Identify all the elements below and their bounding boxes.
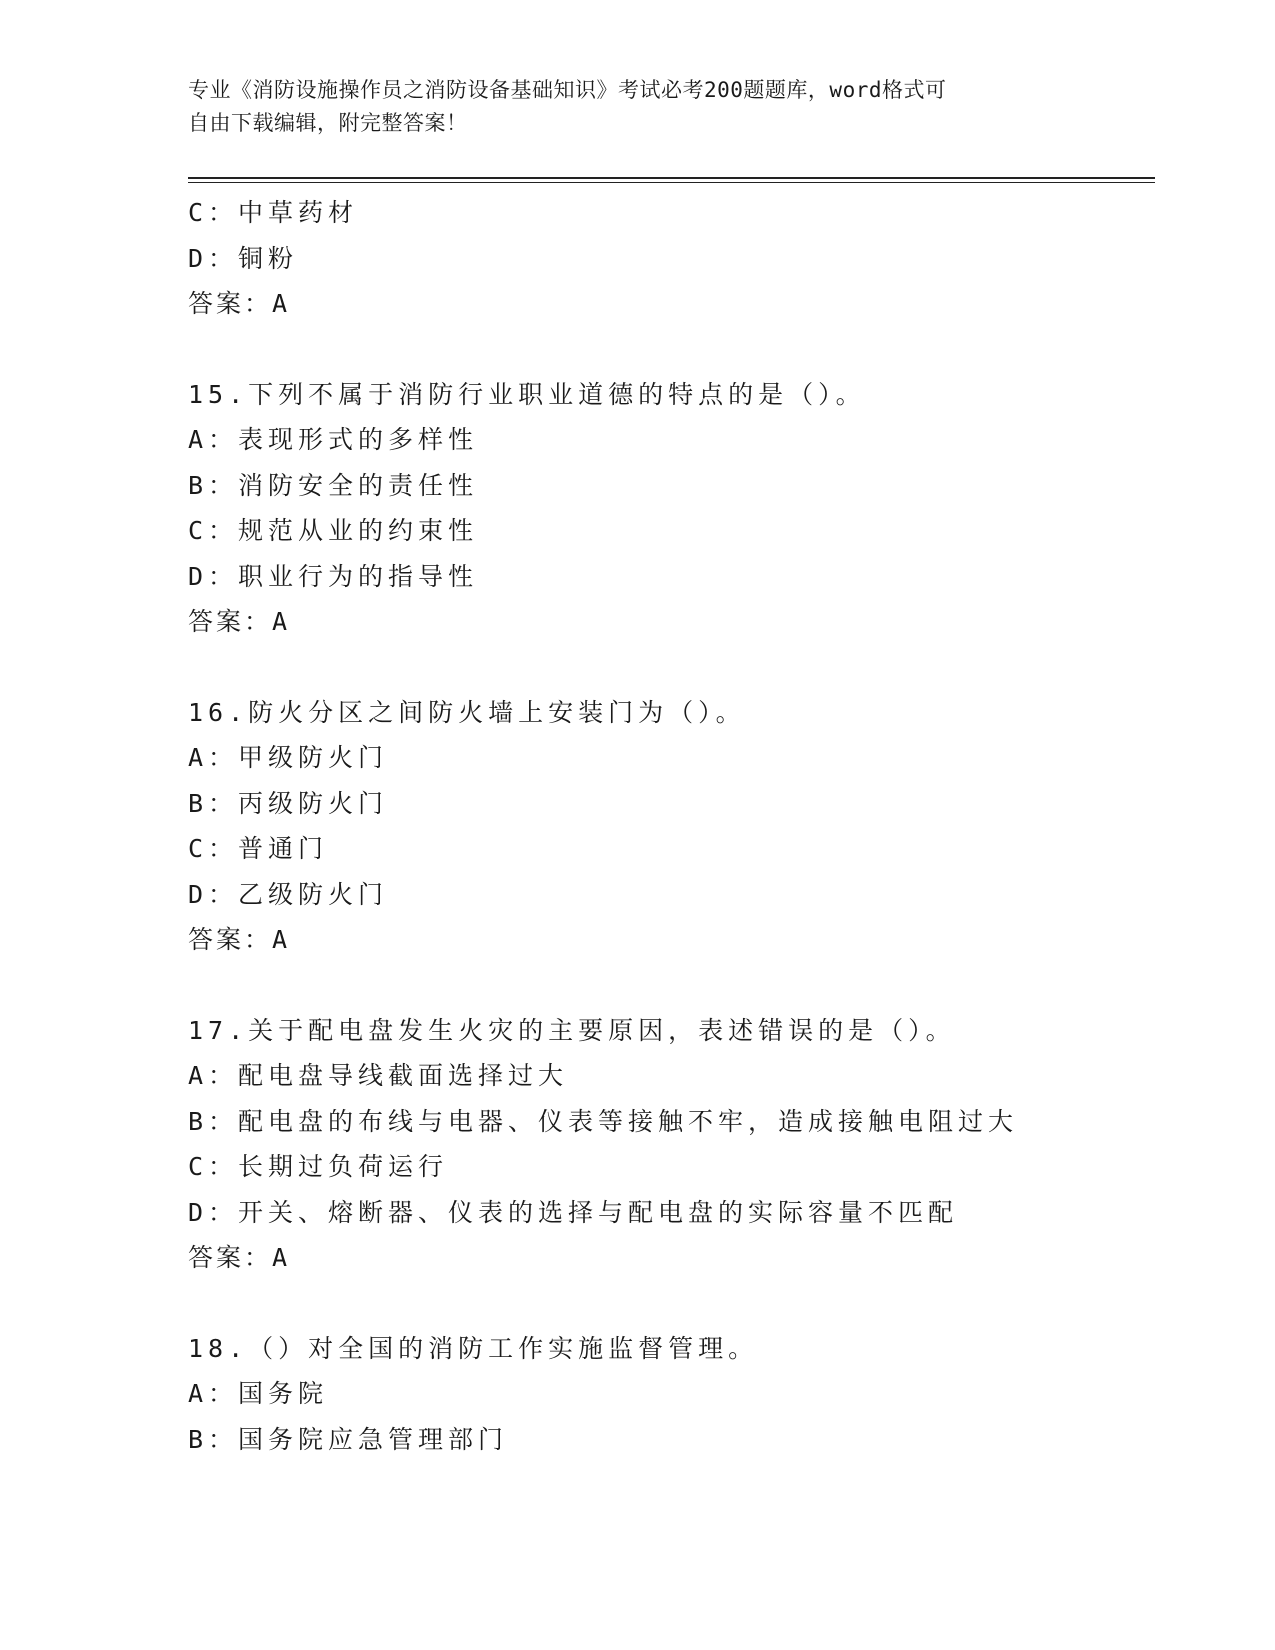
question-stem: 17.关于配电盘发生火灾的主要原因，表述错误的是（）。: [188, 1015, 956, 1045]
option-c: C：中草药材: [188, 198, 359, 227]
answer-line: 答案：A: [188, 607, 291, 636]
header-rule-thin: [188, 182, 1155, 183]
question-17: [188, 1008, 1148, 1281]
option-a: A：国务院: [188, 1379, 329, 1408]
option-d: D：开关、熔断器、仪表的选择与配电盘的实际容量不匹配: [188, 1197, 959, 1227]
option-b: B：消防安全的责任性: [188, 470, 479, 500]
option-b: B：配电盘的布线与电器、仪表等接触不牢，造成接触电阻过大: [188, 1106, 1019, 1136]
document-header: [188, 74, 1088, 140]
option-b: B：丙级防火门: [188, 788, 389, 818]
answer-line: 答案：A: [188, 1243, 291, 1272]
answer-line: 答案：A: [188, 289, 291, 318]
option-c: C：规范从业的约束性: [188, 516, 479, 545]
question-15: [188, 372, 1148, 645]
option-c: C：普通门: [188, 834, 329, 863]
question-partial: [188, 190, 1148, 327]
header-rule-thick: [188, 177, 1155, 179]
option-a: A：配电盘导线截面选择过大: [188, 1061, 569, 1090]
question-stem: 15.下列不属于消防行业职业道德的特点的是（）。: [188, 379, 866, 409]
option-a: A：甲级防火门: [188, 743, 389, 772]
option-b: B：国务院应急管理部门: [188, 1424, 509, 1454]
question-16: [188, 690, 1148, 963]
option-d: D：乙级防火门: [188, 879, 389, 909]
option-d: D：铜粉: [188, 243, 299, 273]
question-stem: 16.防火分区之间防火墙上安装门为（）。: [188, 697, 746, 727]
header-line-1: 专业《消防设施操作员之消防设备基础知识》考试必考200题题库，word格式可: [188, 78, 947, 102]
question-18: [188, 1326, 1148, 1463]
answer-line: 答案：A: [188, 925, 291, 954]
option-c: C：长期过负荷运行: [188, 1152, 449, 1181]
option-a: A：表现形式的多样性: [188, 425, 479, 454]
header-line-2: 自由下载编辑，附完整答案！: [188, 111, 468, 135]
question-list: [188, 190, 1148, 1462]
option-d: D：职业行为的指导性: [188, 561, 479, 591]
question-stem: 18.（）对全国的消防工作实施监督管理。: [188, 1333, 759, 1363]
